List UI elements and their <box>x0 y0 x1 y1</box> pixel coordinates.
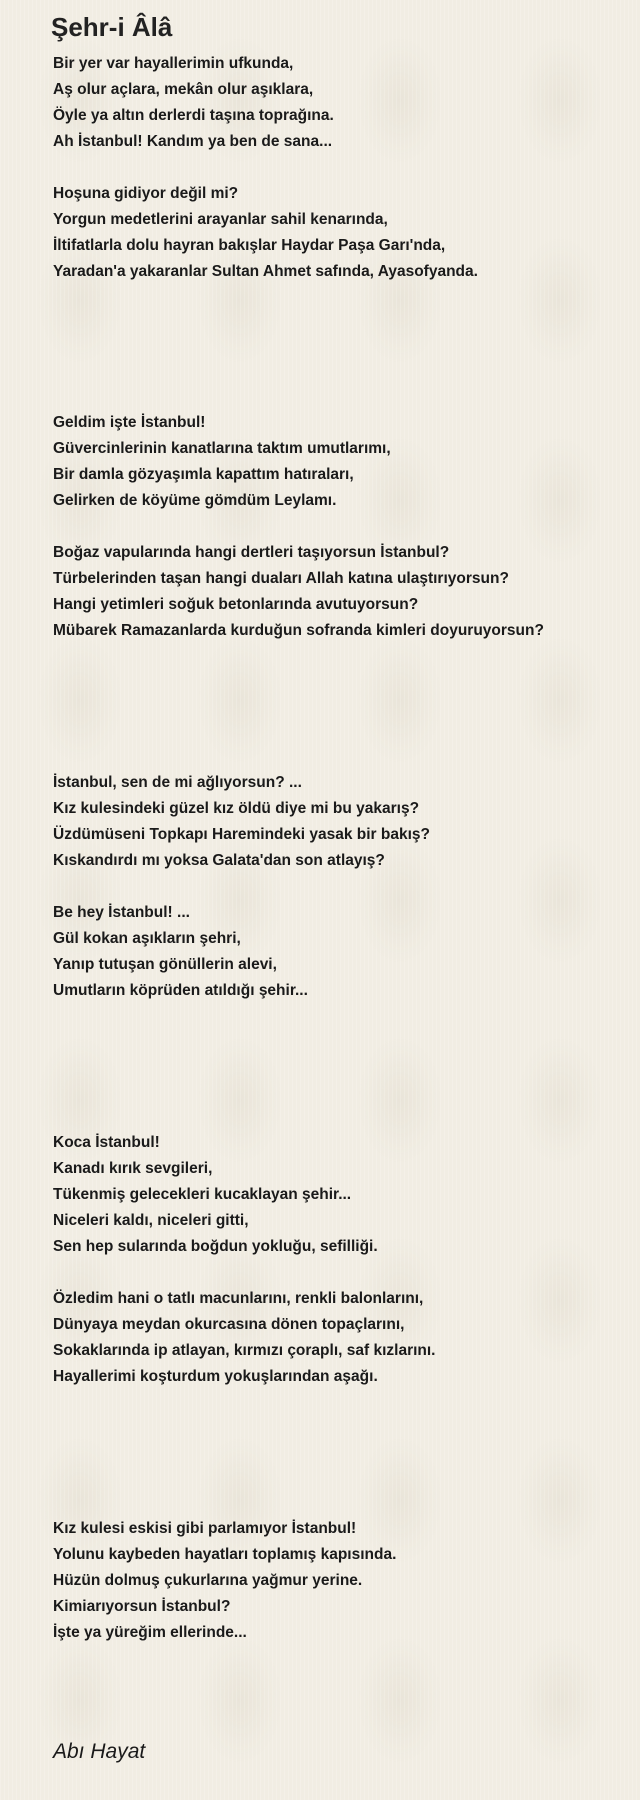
poem-line: Niceleri kaldı, niceleri gitti, <box>53 1212 249 1229</box>
poem-line: Yaradan'a yakaranlar Sultan Ahmet safında, Ayasofyanda. <box>53 263 478 280</box>
poem-line: Güvercinlerinin kanatlarına taktım umutlarımı, <box>53 440 391 457</box>
poem-line: Hayallerimi koşturdum yokuşlarından aşağı. <box>53 1368 378 1385</box>
poem-line: Be hey İstanbul! ... <box>53 904 190 921</box>
poem-line: Boğaz vapularında hangi dertleri taşıyorsun İstanbul? <box>53 544 450 561</box>
poem-line: Kimiarıyorsun İstanbul? <box>53 1598 231 1615</box>
poem-line: Türbelerinden taşan hangi duaları Allah katına ulaştırıyorsun? <box>53 570 509 587</box>
poem-line: Kız kulesi eskisi gibi parlamıyor İstanbul! <box>53 1520 357 1537</box>
poem-line: Yolunu kaybeden hayatları toplamış kapısında. <box>53 1546 397 1563</box>
poem-line: Özledim hani o tatlı macunlarını, renkli balonlarını, <box>53 1290 424 1307</box>
poem-line: Üzdümüseni Topkapı Haremindeki yasak bir bakış? <box>53 826 430 843</box>
poem-line: Mübarek Ramazanlarda kurduğun sofranda kimleri doyuruyorsun? <box>53 622 544 639</box>
poem-line: Hangi yetimleri soğuk betonlarında avutuyorsun? <box>53 596 419 613</box>
poem-line: Bir yer var hayallerimin ufkunda, <box>53 55 294 72</box>
poem-line: Dünyaya meydan okurcasına dönen topaçlarını, <box>53 1316 405 1333</box>
poem-line: Öyle ya altın derlerdi taşına toprağına. <box>53 107 334 124</box>
poem-line: Aş olur açlara, mekân olur aşıklara, <box>53 81 314 98</box>
poem-line: Ah İstanbul! Kandım ya ben de sana... <box>53 133 333 150</box>
poem-line: Bir damla gözyaşımla kapattım hatıraları, <box>53 466 354 483</box>
poem-line: İltifatlarla dolu hayran bakışlar Haydar Paşa Garı'nda, <box>53 237 446 254</box>
poem-line: Kız kulesindeki güzel kız öldü diye mi bu yakarış? <box>53 800 420 817</box>
poem-line: Sen hep sularında boğdun yokluğu, sefilliği. <box>53 1238 378 1255</box>
poem-line: Hüzün dolmuş çukurlarına yağmur yerine. <box>53 1572 363 1589</box>
poem-line: Kanadı kırık sevgileri, <box>53 1160 213 1177</box>
poem-line: Koca İstanbul! <box>53 1134 160 1151</box>
poem-line: İstanbul, sen de mi ağlıyorsun? ... <box>53 774 302 791</box>
poem-title: Şehr-i Âlâ <box>51 12 173 42</box>
poem-line: Geldim işte İstanbul! <box>53 414 206 431</box>
poem-line: Yorgun medetlerini arayanlar sahil kenarında, <box>53 211 388 228</box>
poem-line: Umutların köprüden atıldığı şehir... <box>53 982 308 999</box>
poem-line: Gelirken de köyüme gömdüm Leylamı. <box>53 492 337 509</box>
poem-line: Gül kokan aşıkların şehri, <box>53 930 241 947</box>
poem-line: Hoşuna gidiyor değil mi? <box>53 185 239 202</box>
poem-line: İşte ya yüreğim ellerinde... <box>53 1624 247 1641</box>
poem-line: Tükenmiş gelecekleri kucaklayan şehir... <box>53 1186 352 1203</box>
poem-line: Kıskandırdı mı yoksa Galata'dan son atlayış? <box>53 852 385 869</box>
poem-author: Abı Hayat <box>53 1740 146 1763</box>
poem-line: Sokaklarında ip atlayan, kırmızı çoraplı, saf kızlarını. <box>53 1342 436 1359</box>
poem-line: Yanıp tutuşan gönüllerin alevi, <box>53 956 277 973</box>
